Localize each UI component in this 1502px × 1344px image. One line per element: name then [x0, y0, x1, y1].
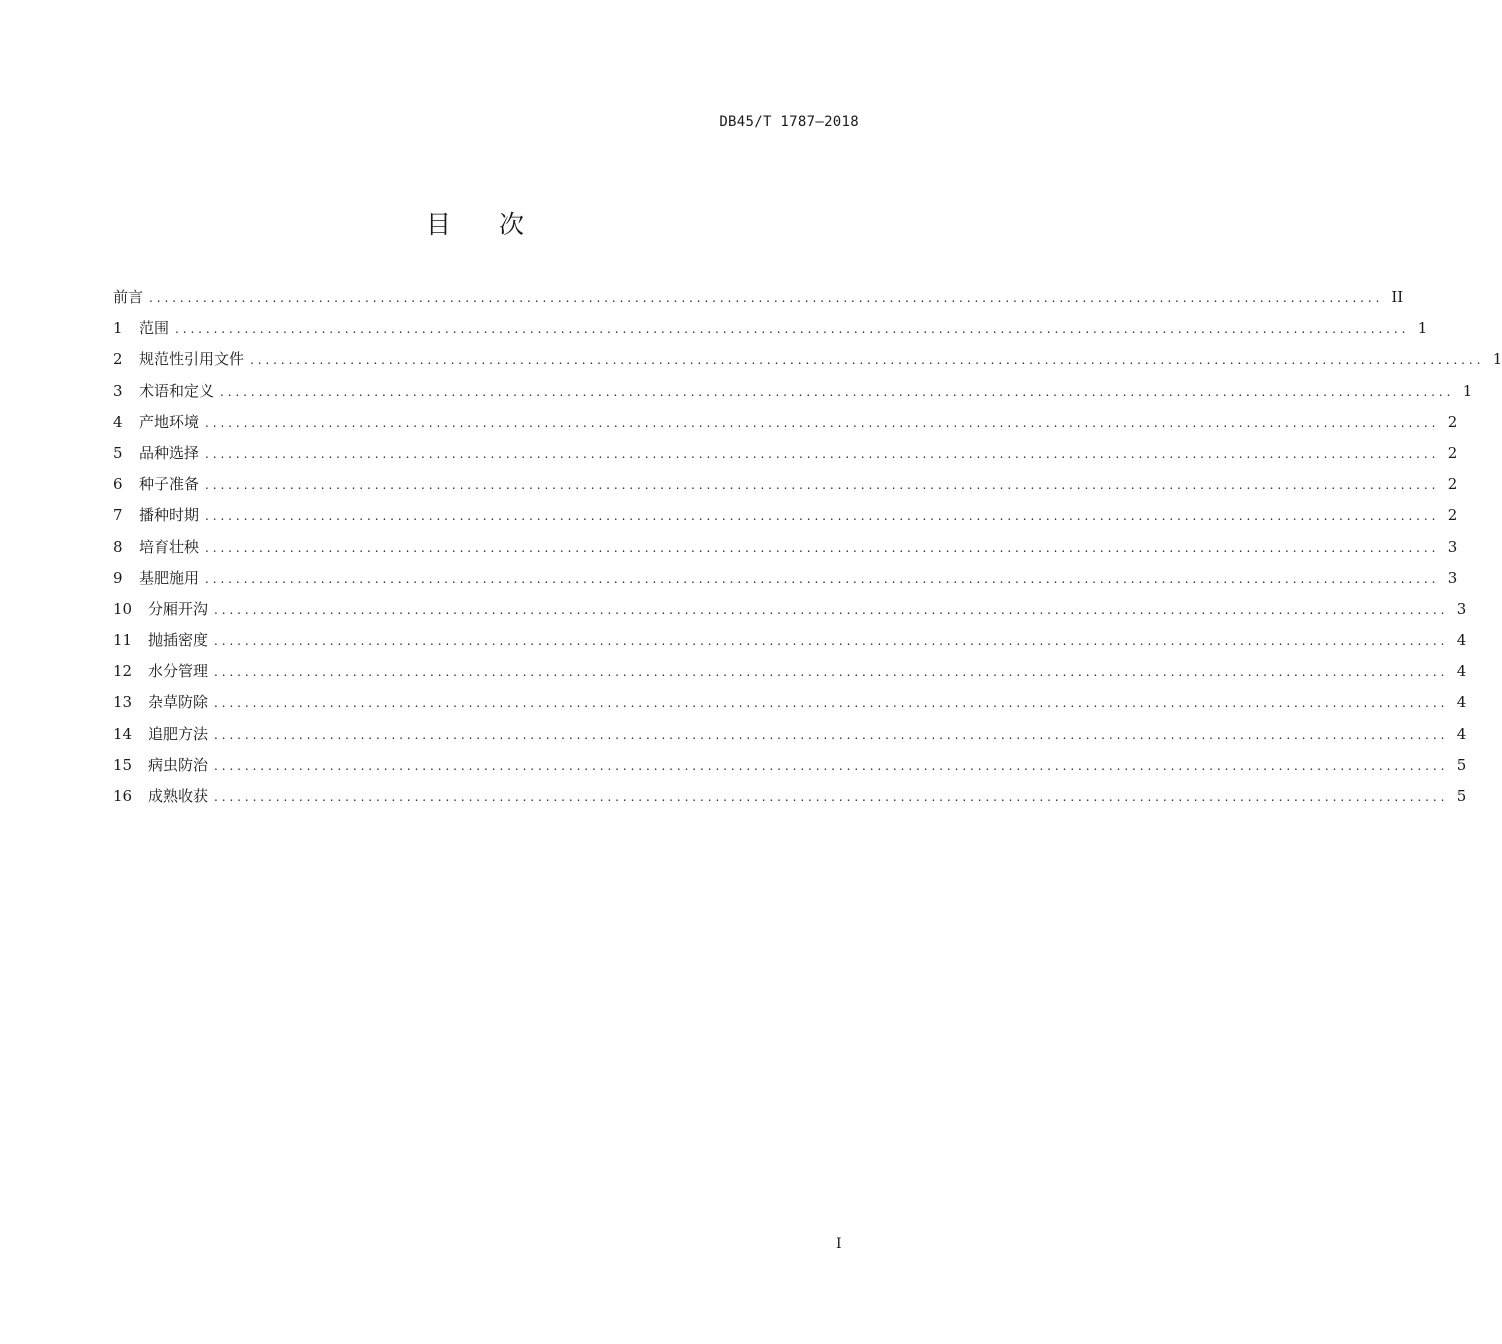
- toc-entry-label: 规范性引用文件: [139, 350, 245, 369]
- page-number: I: [836, 1236, 842, 1252]
- toc-entry-label: 播种时期: [139, 506, 200, 525]
- toc-dot-leader: ................................................................................................................................................................: [205, 415, 1440, 430]
- document-code: DB45/T 1787—2018: [719, 114, 859, 130]
- toc-entry-number: 12: [113, 662, 133, 681]
- toc-entry-page: 1: [1417, 319, 1428, 338]
- toc-dot-leader: ................................................................................................................................................................: [214, 758, 1449, 773]
- toc-entry[interactable]: [113, 348, 1502, 379]
- toc-entry-page: 4: [1456, 662, 1467, 681]
- toc-dot-leader: ................................................................................................................................................................: [205, 478, 1440, 493]
- toc-entry-page: 5: [1456, 755, 1467, 774]
- toc-entry-number: 7: [113, 506, 123, 525]
- toc-entry-number: 4: [113, 412, 123, 431]
- title-char-1: 目: [425, 210, 451, 239]
- toc-entry[interactable]: [113, 629, 1467, 660]
- toc-dot-leader: ................................................................................................................................................................: [250, 353, 1485, 368]
- toc-entry-page: 1: [1462, 381, 1473, 400]
- toc-entry[interactable]: [113, 411, 1458, 442]
- toc-entry[interactable]: [113, 536, 1458, 567]
- toc-entry-label: 成熟收获: [148, 787, 209, 805]
- toc-entry-label: 术语和定义: [139, 381, 215, 400]
- toc-dot-leader: ................................................................................................................................................................: [205, 571, 1440, 586]
- toc-entry-label: 品种选择: [139, 443, 200, 462]
- toc-entry-page: 4: [1456, 693, 1467, 712]
- toc-entry[interactable]: [113, 473, 1458, 504]
- toc-dot-leader: ................................................................................................................................................................: [149, 291, 1384, 305]
- toc-entry-page: 3: [1447, 568, 1458, 587]
- toc-entry-page: 4: [1456, 631, 1467, 650]
- toc-entry-label: 抛插密度: [148, 631, 209, 650]
- toc-entry-page: 3: [1456, 599, 1467, 618]
- toc-entry[interactable]: [113, 317, 1428, 348]
- toc-dot-leader: ................................................................................................................................................................: [175, 322, 1410, 337]
- title-char-2: 次: [499, 210, 525, 239]
- toc-entry-number: 1: [113, 319, 123, 338]
- toc-dot-leader: ................................................................................................................................................................: [205, 540, 1440, 555]
- toc-entry-label: 分厢开沟: [148, 599, 209, 618]
- toc-entry-label: 培育壮秧: [139, 537, 200, 556]
- toc-entry[interactable]: [113, 723, 1467, 754]
- toc-entry-label: 基肥施用: [139, 568, 200, 587]
- toc-entry[interactable]: [113, 691, 1467, 722]
- toc-dot-leader: ................................................................................................................................................................: [214, 727, 1449, 742]
- toc-entry-number: 6: [113, 475, 123, 494]
- toc-entry[interactable]: [113, 598, 1467, 629]
- toc-entry-number: 9: [113, 568, 123, 587]
- toc-entry-label: 种子准备: [139, 475, 200, 494]
- toc-entry-number: 16: [113, 787, 133, 805]
- toc-entry-label: 前言: [113, 288, 144, 306]
- toc-entry-page: II: [1391, 288, 1404, 306]
- toc-entry[interactable]: [113, 286, 1404, 317]
- toc-entry-page: 2: [1447, 506, 1458, 525]
- toc-entry-label: 杂草防除: [148, 693, 209, 712]
- toc-entry-number: 11: [113, 631, 133, 650]
- toc-entry[interactable]: [113, 504, 1458, 535]
- toc-entry[interactable]: [113, 785, 1467, 816]
- toc-entry-page: 4: [1456, 724, 1467, 743]
- toc-entry-page: 2: [1447, 443, 1458, 462]
- toc-dot-leader: ................................................................................................................................................................: [220, 384, 1455, 399]
- toc-entry-page: 3: [1447, 537, 1458, 556]
- toc-entry-number: 15: [113, 755, 133, 774]
- toc-entry[interactable]: [113, 567, 1458, 598]
- toc-entry-page: 1: [1492, 350, 1502, 369]
- toc-entry-label: 追肥方法: [148, 724, 209, 743]
- table-of-contents: [113, 286, 1502, 816]
- toc-dot-leader: ................................................................................................................................................................: [214, 696, 1449, 711]
- toc-entry-number: 10: [113, 599, 133, 618]
- toc-entry-label: 病虫防治: [148, 755, 209, 774]
- toc-entry-page: 2: [1447, 475, 1458, 494]
- toc-entry-label: 水分管理: [148, 662, 209, 681]
- toc-entry[interactable]: [113, 380, 1473, 411]
- toc-dot-leader: ................................................................................................................................................................: [214, 665, 1449, 680]
- toc-dot-leader: ................................................................................................................................................................: [214, 634, 1449, 649]
- toc-entry[interactable]: [113, 660, 1467, 691]
- toc-dot-leader: ................................................................................................................................................................: [214, 602, 1449, 617]
- toc-entry[interactable]: [113, 754, 1467, 785]
- toc-entry-page: 5: [1456, 787, 1467, 805]
- toc-dot-leader: ................................................................................................................................................................: [205, 509, 1440, 524]
- toc-entry-number: 2: [113, 350, 123, 369]
- toc-entry[interactable]: [113, 442, 1458, 473]
- toc-entry-number: 8: [113, 537, 123, 556]
- toc-entry-number: 5: [113, 443, 123, 462]
- toc-entry-number: 13: [113, 693, 133, 712]
- toc-entry-label: 产地环境: [139, 412, 200, 431]
- toc-dot-leader: ................................................................................................................................................................: [205, 446, 1440, 461]
- toc-entry-number: 3: [113, 381, 123, 400]
- toc-entry-page: 2: [1447, 412, 1458, 431]
- toc-entry-label: 范围: [139, 319, 170, 338]
- toc-dot-leader: ................................................................................................................................................................: [214, 790, 1449, 804]
- page-title: [0, 205, 950, 241]
- toc-entry-number: 14: [113, 724, 133, 743]
